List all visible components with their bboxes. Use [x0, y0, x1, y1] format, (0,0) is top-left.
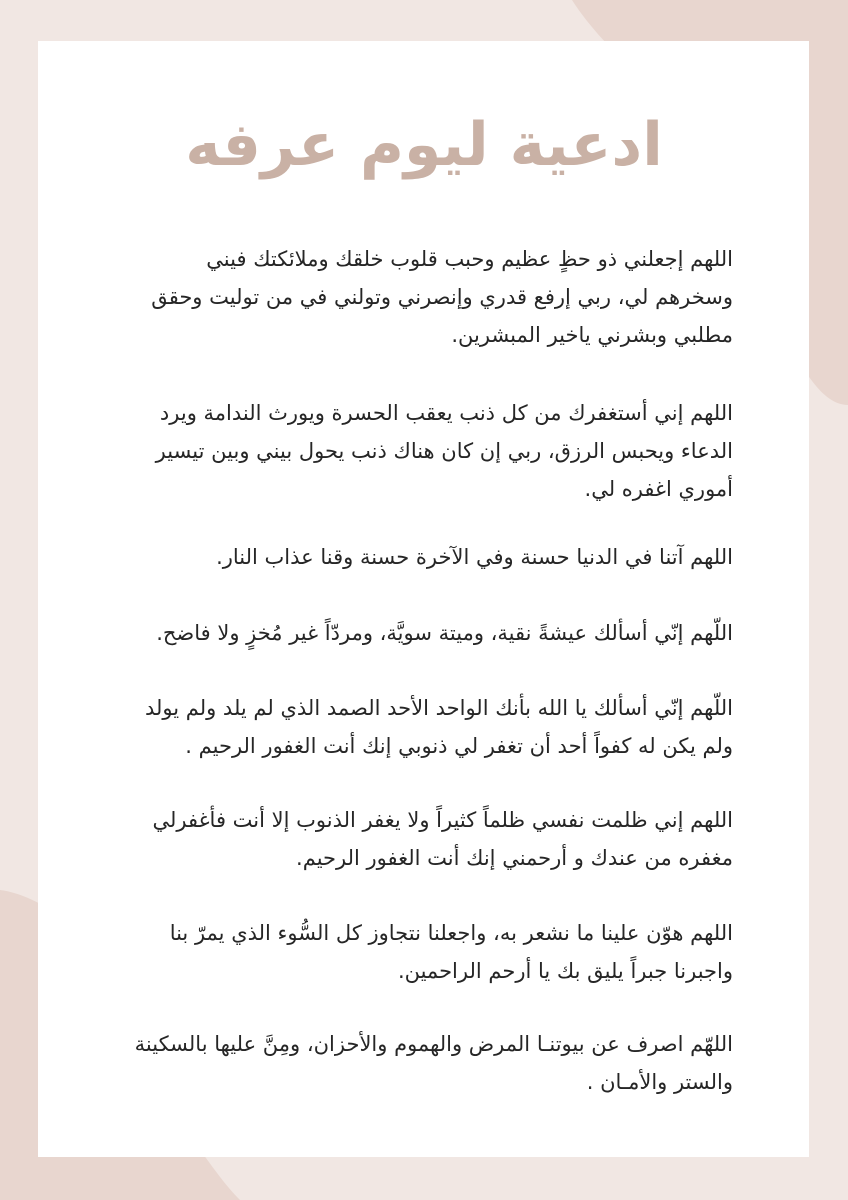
- prayer-line: الدعاء ويحبس الرزق، ربي إن كان هناك ذنب يحول بيني وبين تيسير: [155, 439, 733, 463]
- prayer-paragraph-1: [115, 240, 733, 354]
- prayer-line: اللهم إجعلني ذو حظٍ عظيم وحبب قلوب خلقك وملائكتك فيني: [206, 247, 733, 271]
- prayer-line: ولم يكن له كفواً أحد أن تغفر لي ذنوبي إنك أنت الغفور الرحيم .: [185, 734, 733, 758]
- prayer-line: مغفره من عندك و أرحمني إنك أنت الغفور الرحيم.: [296, 846, 733, 870]
- prayer-paragraph-8: [115, 1025, 733, 1101]
- prayer-line: مطلبي وبشرني ياخير المبشرين.: [451, 323, 733, 347]
- prayer-line: أموري اغفره لي.: [584, 477, 733, 501]
- prayer-paragraph-5: [115, 689, 733, 765]
- prayer-line: اللهم إني أستغفرك من كل ذنب يعقب الحسرة ويورث الندامة ويرد: [159, 401, 733, 425]
- prayer-paragraph-6: [115, 801, 733, 877]
- prayer-line: اللّهم إنّي أسألك يا الله بأنك الواحد الأحد الصمد الذي لم يلد ولم يولد: [144, 696, 733, 720]
- prayer-line: والستر والأمـان .: [586, 1070, 733, 1094]
- prayer-line: اللهم إني ظلمت نفسي ظلماً كثيراً ولا يغفر الذنوب إلا أنت فأغفرلي: [152, 808, 733, 832]
- prayer-line: اللّهم إنّي أسألك عيشةً نقية، وميتة سويَّة، ومردّاً غير مُخزٍ ولا فاضح.: [156, 621, 733, 645]
- page-title: ادعية ليوم عرفه: [185, 110, 663, 180]
- prayer-line: وسخرهم لي، ربي إرفع قدري وإنصرني وتولني في من توليت وحقق: [151, 285, 733, 309]
- prayer-line: اللهّم اصرف عن بيوتنـا المرض والهموم والأحزان، ومِنَّ عليها بالسكينة: [134, 1032, 733, 1056]
- prayer-paragraph-4: [115, 614, 733, 652]
- prayer-line: اللهم هوّن علينا ما نشعر به، واجعلنا نتجاوز كل السُّوء الذي يمرّ بنا: [169, 921, 733, 945]
- prayer-line: واجبرنا جبراً يليق بك يا أرحم الراحمين.: [397, 959, 733, 983]
- prayer-paragraph-3: [115, 538, 733, 576]
- prayer-paragraph-7: [115, 914, 733, 990]
- prayer-line: اللهم آتنا في الدنيا حسنة وفي الآخرة حسنة وقنا عذاب النار.: [216, 545, 733, 569]
- prayer-paragraph-2: [115, 394, 733, 508]
